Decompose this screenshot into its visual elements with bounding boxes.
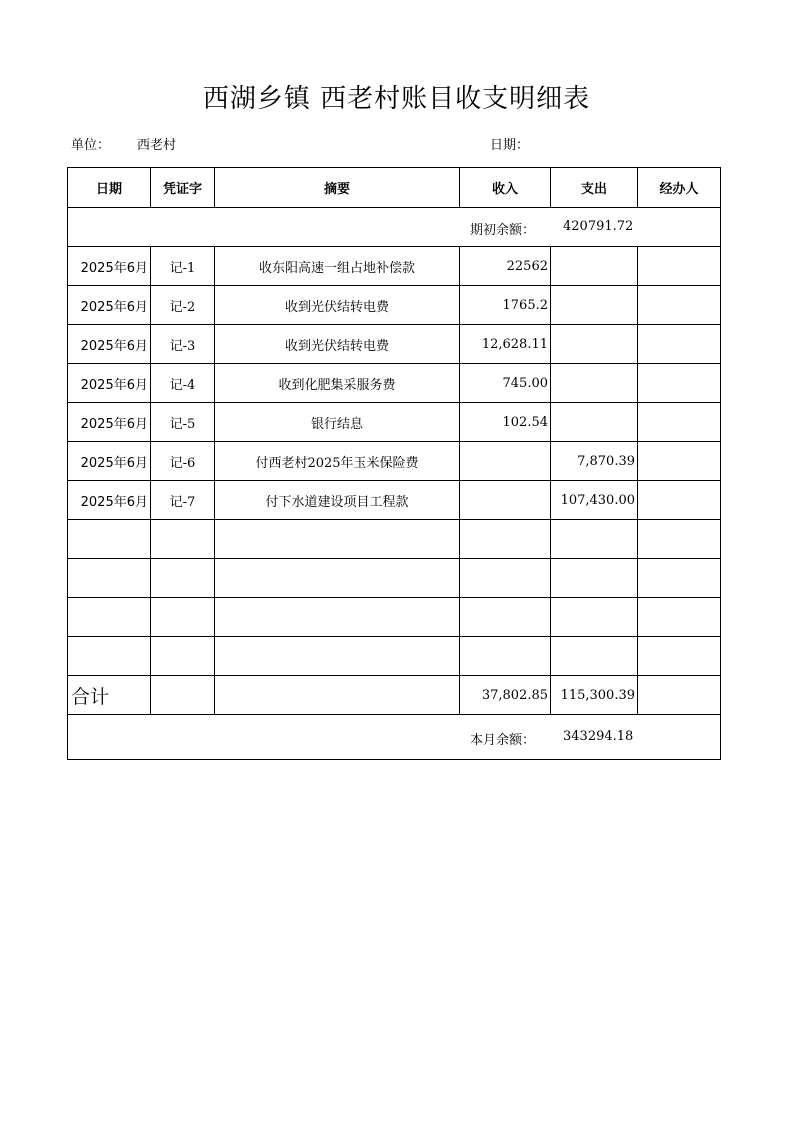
row-expense [551, 598, 638, 637]
row-voucher: 记-1 [151, 247, 215, 286]
row-date [68, 520, 151, 559]
row-income: 1765.2 [460, 286, 551, 325]
row-expense [551, 325, 638, 364]
closing-balance-row [68, 715, 721, 760]
row-income: 745.00 [460, 364, 551, 403]
header-date: 日期 [68, 168, 151, 208]
row-voucher: 记-5 [151, 403, 215, 442]
row-expense [551, 403, 638, 442]
row-summary [215, 559, 460, 598]
row-handler [638, 325, 721, 364]
row-date: 2025年6月 [68, 286, 151, 325]
row-income: 22562 [460, 247, 551, 286]
date-label: 日期： [490, 138, 530, 153]
row-summary: 收东阳高速一组占地补偿款 [215, 247, 460, 286]
row-handler [638, 286, 721, 325]
row-expense: 107,430.00 [551, 481, 638, 520]
header-row [68, 168, 721, 208]
table-row [68, 559, 721, 598]
total-label: 合计 [68, 676, 151, 715]
row-expense [551, 637, 638, 676]
row-voucher [151, 598, 215, 637]
table-row [68, 520, 721, 559]
row-income [460, 598, 551, 637]
row-handler [638, 403, 721, 442]
row-voucher: 记-7 [151, 481, 215, 520]
row-expense [551, 364, 638, 403]
unit-value: 西老村 [137, 138, 177, 153]
row-income: 102.54 [460, 403, 551, 442]
table-row [68, 598, 721, 637]
table-row [68, 286, 721, 325]
header-handler: 经办人 [638, 168, 721, 208]
row-voucher [151, 559, 215, 598]
ledger-table [67, 167, 721, 760]
row-summary: 付下水道建设项目工程款 [215, 481, 460, 520]
row-date [68, 559, 151, 598]
row-summary: 收到光伏结转电费 [215, 286, 460, 325]
row-date: 2025年6月 [68, 247, 151, 286]
table-row [68, 637, 721, 676]
row-voucher: 记-6 [151, 442, 215, 481]
row-handler [638, 637, 721, 676]
table-row [68, 247, 721, 286]
row-summary: 收到光伏结转电费 [215, 325, 460, 364]
row-handler [638, 364, 721, 403]
row-date [68, 637, 151, 676]
opening-balance-label: 期初余额： [470, 223, 536, 238]
table-row [68, 364, 721, 403]
row-income [460, 559, 551, 598]
row-summary [215, 520, 460, 559]
closing-balance-value: 343294.18 [563, 729, 634, 744]
closing-balance-label: 本月余额： [470, 733, 536, 748]
row-voucher [151, 637, 215, 676]
header-expense: 支出 [551, 168, 638, 208]
table-row [68, 325, 721, 364]
header-income: 收入 [460, 168, 551, 208]
table-row [68, 481, 721, 520]
row-voucher: 记-2 [151, 286, 215, 325]
row-summary: 银行结息 [215, 403, 460, 442]
total-row [68, 676, 721, 715]
row-handler [638, 598, 721, 637]
row-date: 2025年6月 [68, 403, 151, 442]
row-date [68, 598, 151, 637]
row-handler [638, 559, 721, 598]
unit-label: 单位： [71, 138, 111, 153]
row-voucher: 记-3 [151, 325, 215, 364]
row-summary [215, 598, 460, 637]
row-income [460, 520, 551, 559]
row-income [460, 637, 551, 676]
total-income: 37,802.85 [460, 676, 551, 715]
table-row [68, 403, 721, 442]
opening-balance-row [68, 208, 721, 247]
row-handler [638, 247, 721, 286]
row-voucher [151, 520, 215, 559]
row-expense [551, 559, 638, 598]
page-title: 西湖乡镇 西老村账目收支明细表 [202, 84, 591, 114]
row-income: 12,628.11 [460, 325, 551, 364]
row-summary [215, 637, 460, 676]
header-summary: 摘要 [215, 168, 460, 208]
row-expense [551, 247, 638, 286]
row-income [460, 481, 551, 520]
row-income [460, 442, 551, 481]
row-date: 2025年6月 [68, 481, 151, 520]
header-voucher: 凭证字 [151, 168, 215, 208]
row-date: 2025年6月 [68, 442, 151, 481]
row-summary: 收到化肥集采服务费 [215, 364, 460, 403]
row-date: 2025年6月 [68, 364, 151, 403]
table-row [68, 442, 721, 481]
row-date: 2025年6月 [68, 325, 151, 364]
row-expense [551, 286, 638, 325]
row-handler [638, 520, 721, 559]
row-handler [638, 442, 721, 481]
row-voucher: 记-4 [151, 364, 215, 403]
row-expense: 7,870.39 [551, 442, 638, 481]
row-handler [638, 481, 721, 520]
row-summary: 付西老村2025年玉米保险费 [215, 442, 460, 481]
row-expense [551, 520, 638, 559]
opening-balance-value: 420791.72 [563, 219, 634, 234]
total-expense: 115,300.39 [551, 676, 638, 715]
